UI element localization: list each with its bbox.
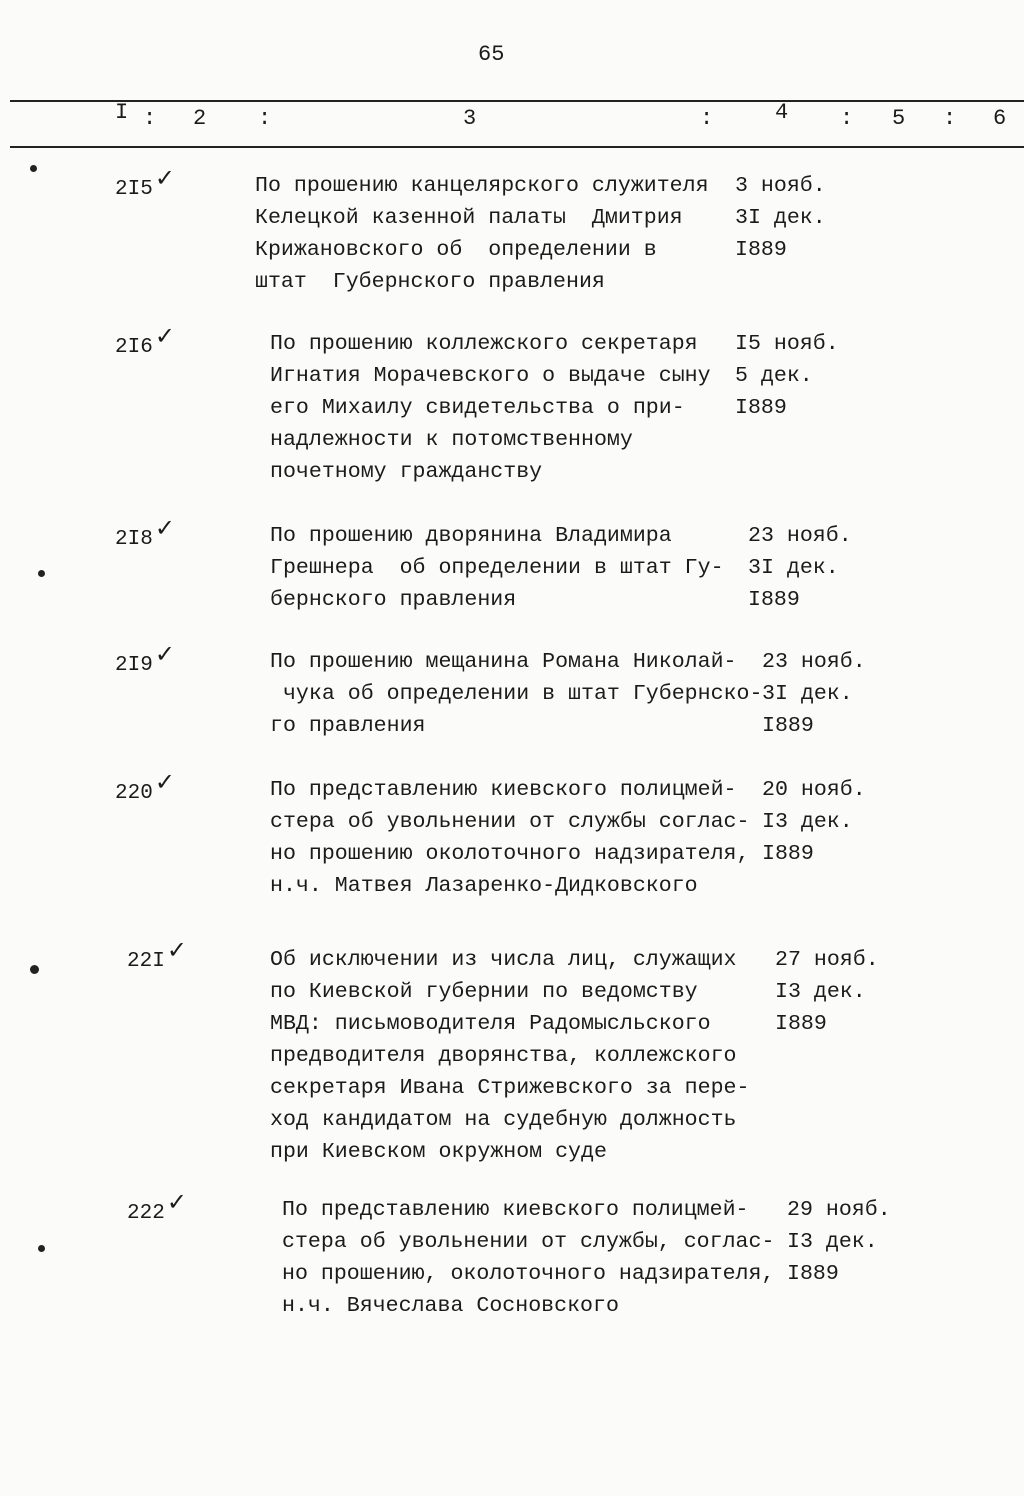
date-line: 29 нояб. — [787, 1198, 891, 1222]
punch-mark — [38, 1245, 45, 1252]
column-header-2: 2 — [193, 106, 207, 131]
column-header-5: 5 — [892, 106, 906, 131]
check-mark-icon: ✓ — [154, 640, 175, 668]
description-line: его Михаилу свидетельства о при- — [270, 396, 685, 420]
header-bottom-rule — [10, 146, 1024, 148]
description-line: н.ч. Матвея Лазаренко-Дидковского — [270, 874, 698, 898]
entry-dates — [787, 1194, 891, 1290]
date-line: I889 — [762, 714, 814, 738]
date-line: 3 нояб. — [735, 174, 826, 198]
entry-description — [270, 774, 749, 902]
description-line: Об исключении из числа лиц, служащих — [270, 948, 737, 972]
check-mark-icon: ✓ — [166, 936, 187, 964]
description-line: По прошению мещанина Романа Николай- — [270, 650, 737, 674]
entry-number — [115, 322, 175, 359]
description-line: По прошению дворянина Владимира — [270, 524, 672, 548]
check-mark-icon: ✓ — [154, 322, 175, 350]
date-line: I3 дек. — [762, 810, 853, 834]
description-line: Крижановского об определении в — [255, 238, 657, 262]
column-header-3: 3 — [463, 106, 477, 131]
description-line: ход кандидатом на судебную должность — [270, 1108, 737, 1132]
date-line: 3I дек. — [735, 206, 826, 230]
punch-mark — [38, 570, 45, 577]
entry-number-text: 22I — [127, 950, 165, 973]
description-line: стера об увольнении от службы соглас- — [270, 810, 750, 834]
description-line: чука об определении в штат Губернско- — [270, 682, 763, 706]
column-separator: : — [700, 106, 714, 131]
description-line: Грешнера об определении в штат Гу- — [270, 556, 724, 580]
entry-number-text: 222 — [127, 1202, 165, 1225]
date-line: 3I дек. — [748, 556, 839, 580]
date-line: I889 — [735, 238, 787, 262]
date-line: 27 нояб. — [775, 948, 879, 972]
page-number: 65 — [478, 42, 505, 67]
entry-dates — [735, 170, 826, 266]
column-header-6: 6 — [993, 106, 1007, 131]
description-line: стера об увольнении от службы, соглас- — [282, 1230, 775, 1254]
date-line: 23 нояб. — [762, 650, 866, 674]
entry-number-text: 2I6 — [115, 336, 153, 359]
date-line: I889 — [775, 1012, 827, 1036]
description-line: почетному гражданству — [270, 460, 543, 484]
column-separator: : — [840, 106, 854, 131]
description-line: По представлению киевского полицмей- — [282, 1198, 749, 1222]
entry-description — [270, 520, 724, 616]
entry-dates — [762, 646, 866, 742]
date-line: I889 — [787, 1262, 839, 1286]
description-line: секретаря Ивана Стрижевского за пере- — [270, 1076, 750, 1100]
entry-dates — [748, 520, 852, 616]
entry-number — [115, 768, 175, 805]
description-line: при Киевском окружном суде — [270, 1140, 607, 1164]
entry-description — [270, 646, 762, 742]
column-separator: : — [943, 106, 957, 131]
entry-description — [270, 944, 749, 1168]
date-line: 5 дек. — [735, 364, 813, 388]
column-separator: : — [143, 106, 157, 131]
entry-number — [115, 640, 175, 677]
description-line: По представлению киевского полицмей- — [270, 778, 737, 802]
entry-number — [127, 1188, 187, 1225]
column-separator: : — [258, 106, 272, 131]
entry-number — [115, 514, 175, 551]
entry-description — [270, 328, 711, 488]
entry-number-text: 2I5 — [115, 178, 153, 201]
description-line: го правления — [270, 714, 426, 738]
check-mark-icon: ✓ — [154, 768, 175, 796]
entry-number-text: 220 — [115, 782, 153, 805]
description-line: По прошению коллежского секретаря — [270, 332, 698, 356]
description-line: надлежности к потомственному — [270, 428, 633, 452]
entry-dates — [735, 328, 839, 424]
column-header-1: I — [115, 100, 129, 125]
date-line: I5 нояб. — [735, 332, 839, 356]
description-line: н.ч. Вячеслава Сосновского — [282, 1294, 619, 1318]
date-line: I3 дек. — [787, 1230, 878, 1254]
description-line: но прошению околоточного надзирателя, — [270, 842, 750, 866]
description-line: Игнатия Морачевского о выдаче сыну — [270, 364, 711, 388]
description-line: но прошению, околоточного надзирателя, — [282, 1262, 775, 1286]
entry-dates — [775, 944, 879, 1040]
date-line: 23 нояб. — [748, 524, 852, 548]
entry-number — [127, 936, 187, 973]
column-header-4: 4 — [775, 100, 789, 125]
description-line: По прошению канцелярского служителя — [255, 174, 709, 198]
entry-dates — [762, 774, 866, 870]
check-mark-icon: ✓ — [166, 1188, 187, 1216]
check-mark-icon: ✓ — [154, 164, 175, 192]
check-mark-icon: ✓ — [154, 514, 175, 542]
description-line: Келецкой казенной палаты Дмитрия — [255, 206, 683, 230]
punch-mark — [30, 965, 39, 974]
date-line: 20 нояб. — [762, 778, 866, 802]
date-line: 3I дек. — [762, 682, 853, 706]
date-line: I3 дек. — [775, 980, 866, 1004]
description-line: МВД: письмоводителя Радомысльского — [270, 1012, 711, 1036]
entry-description — [255, 170, 709, 298]
entry-description — [282, 1194, 774, 1322]
description-line: бернского правления — [270, 588, 517, 612]
description-line: по Киевской губернии по ведомству — [270, 980, 698, 1004]
entry-number — [115, 164, 175, 201]
header-top-rule — [10, 100, 1024, 102]
entry-number-text: 2I8 — [115, 528, 153, 551]
date-line: I889 — [762, 842, 814, 866]
description-line: предводителя дворянства, коллежского — [270, 1044, 737, 1068]
description-line: штат Губернского правления — [255, 270, 605, 294]
date-line: I889 — [748, 588, 800, 612]
punch-mark — [30, 165, 37, 172]
entry-number-text: 2I9 — [115, 654, 153, 677]
date-line: I889 — [735, 396, 787, 420]
